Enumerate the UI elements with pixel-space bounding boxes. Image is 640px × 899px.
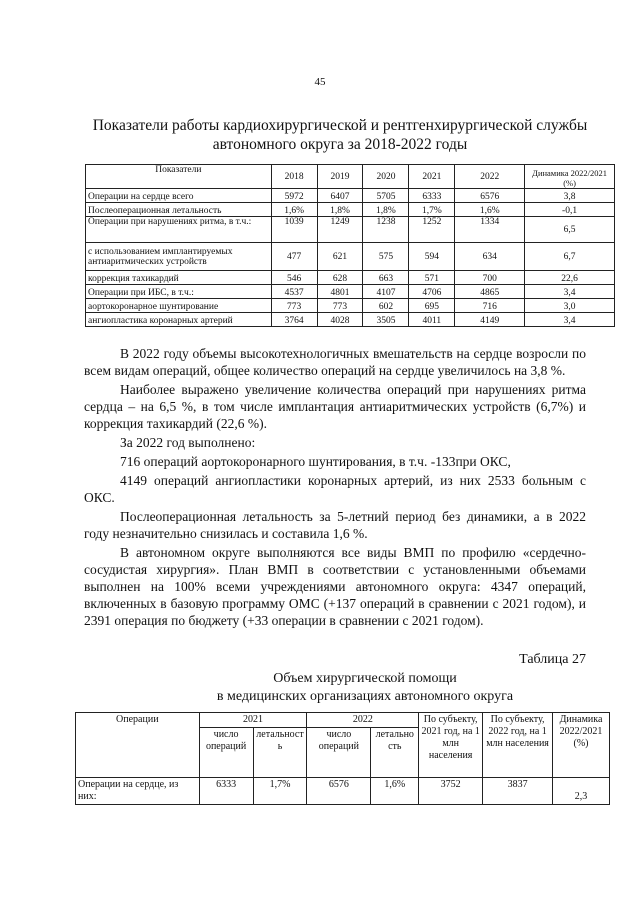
cell: 6576: [307, 778, 371, 805]
cell: 546: [271, 271, 317, 285]
title-line-1: Показатели работы кардиохирургической и рентгенхирургической службы: [92, 117, 588, 134]
cell: 3837: [483, 778, 553, 805]
table-row: [86, 243, 615, 271]
cell: 6576: [455, 189, 525, 203]
cell: 594: [409, 243, 455, 271]
cell: 3,8: [525, 189, 615, 203]
title-line-2: автономного округа за 2018-2022 годы: [212, 136, 468, 153]
row-label: Операции на сердце, из них:: [76, 778, 200, 805]
cell: 1,6%: [271, 203, 317, 217]
table2-title: [100, 670, 630, 706]
cell: 1,7%: [253, 778, 307, 805]
cell: 1,8%: [363, 203, 409, 217]
cell: 4028: [317, 313, 363, 327]
cell: 6333: [409, 189, 455, 203]
header-indicators: Показатели: [86, 165, 272, 189]
row-label: Операции при ИБС, в т.ч.:: [86, 285, 272, 299]
cell: 3,4: [525, 285, 615, 299]
cell: 4706: [409, 285, 455, 299]
header-mortality-2021: летальность: [253, 728, 307, 778]
cell: 1,6%: [371, 778, 419, 805]
cell: 773: [271, 299, 317, 313]
table-row: [86, 189, 615, 203]
header-count-2021: число операций: [199, 728, 253, 778]
header-2022: 2022: [307, 713, 419, 728]
cell: 4801: [317, 285, 363, 299]
table-row: [76, 778, 610, 805]
cell: -0,1: [525, 203, 615, 217]
table-row: [86, 203, 615, 217]
cell: 1252: [409, 217, 455, 243]
table-row: [86, 271, 615, 285]
cell: 2,3: [553, 778, 610, 805]
cell: 716: [455, 299, 525, 313]
paragraph: В 2022 году объемы высокотехнологичных вмешательств на сердце возросли по всем видам операций, общее количество операций на сердце увеличилось на 3,8 %.: [84, 346, 586, 378]
cell: 3,0: [525, 299, 615, 313]
paragraph: 716 операций аортокоронарного шунтирования, в т.ч. -133при ОКС,: [120, 454, 511, 469]
cell: 6,7: [525, 243, 615, 271]
cell: 663: [363, 271, 409, 285]
header-count-2022: число операций: [307, 728, 371, 778]
row-label: аортокоронарное шунтирование: [86, 299, 272, 313]
header-dynamics: Динамика 2022/2021 (%): [525, 165, 615, 189]
cell: 4537: [271, 285, 317, 299]
cell: 621: [317, 243, 363, 271]
table2-title-line-2: в медицинских организациях автономного округа: [216, 689, 514, 704]
cell: 6,5: [525, 217, 615, 243]
paragraph: 4149 операций ангиопластики коронарных артерий, из них 2533 больным с ОКС.: [84, 473, 586, 505]
cell: 6333: [199, 778, 253, 805]
table-header-row: [76, 713, 610, 728]
header-per-subject-2021: По субъекту, 2021 год, на 1 млн населения: [419, 713, 483, 778]
paragraph: Послеоперационная летальность за 5-летний период без динамики, а в 2022 году незначительно снизилась и составила 1,6 %.: [84, 509, 586, 541]
table-row: [86, 313, 615, 327]
cell: 4865: [455, 285, 525, 299]
cell: 695: [409, 299, 455, 313]
header-mortality-2022: летальность: [371, 728, 419, 778]
table-row: [86, 299, 615, 313]
header-2018: 2018: [271, 165, 317, 189]
cell: 3764: [271, 313, 317, 327]
table-row: [86, 217, 615, 243]
header-2021: 2021: [199, 713, 307, 728]
table-row: [86, 285, 615, 299]
header-dynamics: Динамика 2022/2021 (%): [553, 713, 610, 778]
cell: 1,6%: [455, 203, 525, 217]
header-2020: 2020: [363, 165, 409, 189]
cell: 575: [363, 243, 409, 271]
table2-title-line-1: Объем хирургической помощи: [273, 671, 457, 686]
table-header-row: [86, 165, 615, 189]
row-label: Операции при нарушениях ритма, в т.ч.:: [86, 217, 272, 243]
cell: 4149: [455, 313, 525, 327]
header-operations: Операции: [76, 713, 200, 778]
header-2019: 2019: [317, 165, 363, 189]
header-per-subject-2022: По субъекту, 2022 год, на 1 млн населения: [483, 713, 553, 778]
cardiac-indicators-table: [85, 164, 615, 327]
cell: 4107: [363, 285, 409, 299]
paragraph: В автономном округе выполняются все виды ВМП по профилю «сердечно-сосудистая хирургия». План ВМП в соответствии с установленными объемами выполнен на 100% всеми учреждениями автономного округа: 4347 операций, включенных в базовую программу ОМС (+137 операций в сравнении с 2021 годом), и 2391 операция по бюджету (+33 операции в сравнении с 2021 годом).: [84, 545, 586, 628]
header-2022: 2022: [455, 165, 525, 189]
surgical-volume-table: [75, 712, 610, 805]
row-label: ангиопластика коронарных артерий: [86, 313, 272, 327]
cell: 700: [455, 271, 525, 285]
header-2021: 2021: [409, 165, 455, 189]
cell: 3,4: [525, 313, 615, 327]
cell: 6407: [317, 189, 363, 203]
cell: 477: [271, 243, 317, 271]
row-label: Операции на сердце всего: [86, 189, 272, 203]
body-text: [84, 345, 586, 629]
cell: 5705: [363, 189, 409, 203]
row-label: Послеоперационная летальность: [86, 203, 272, 217]
row-label: коррекция тахикардий: [86, 271, 272, 285]
cell: 1,7%: [409, 203, 455, 217]
cell: 1039: [271, 217, 317, 243]
cell: 4011: [409, 313, 455, 327]
row-label: с использованием имплантируемых антиаритмических устройств: [86, 243, 272, 271]
cell: 602: [363, 299, 409, 313]
cell: 1249: [317, 217, 363, 243]
table-number-label: Таблица 27: [519, 652, 586, 667]
page-number: 45: [314, 76, 326, 88]
cell: 1,8%: [317, 203, 363, 217]
cell: 571: [409, 271, 455, 285]
cell: 3752: [419, 778, 483, 805]
cell: 1334: [455, 217, 525, 243]
cell: 628: [317, 271, 363, 285]
cell: 22,6: [525, 271, 615, 285]
paragraph: За 2022 год выполнено:: [120, 435, 256, 450]
cell: 3505: [363, 313, 409, 327]
cell: 5972: [271, 189, 317, 203]
paragraph: Наиболее выражено увеличение количества операций при нарушениях ритма сердца – на 6,5 %, в том числе имплантация антиаритмических устройств (6,7%) и коррекция тахикардий (22,6 %).: [84, 382, 586, 431]
cell: 773: [317, 299, 363, 313]
document-title: [70, 116, 610, 154]
cell: 634: [455, 243, 525, 271]
cell: 1238: [363, 217, 409, 243]
